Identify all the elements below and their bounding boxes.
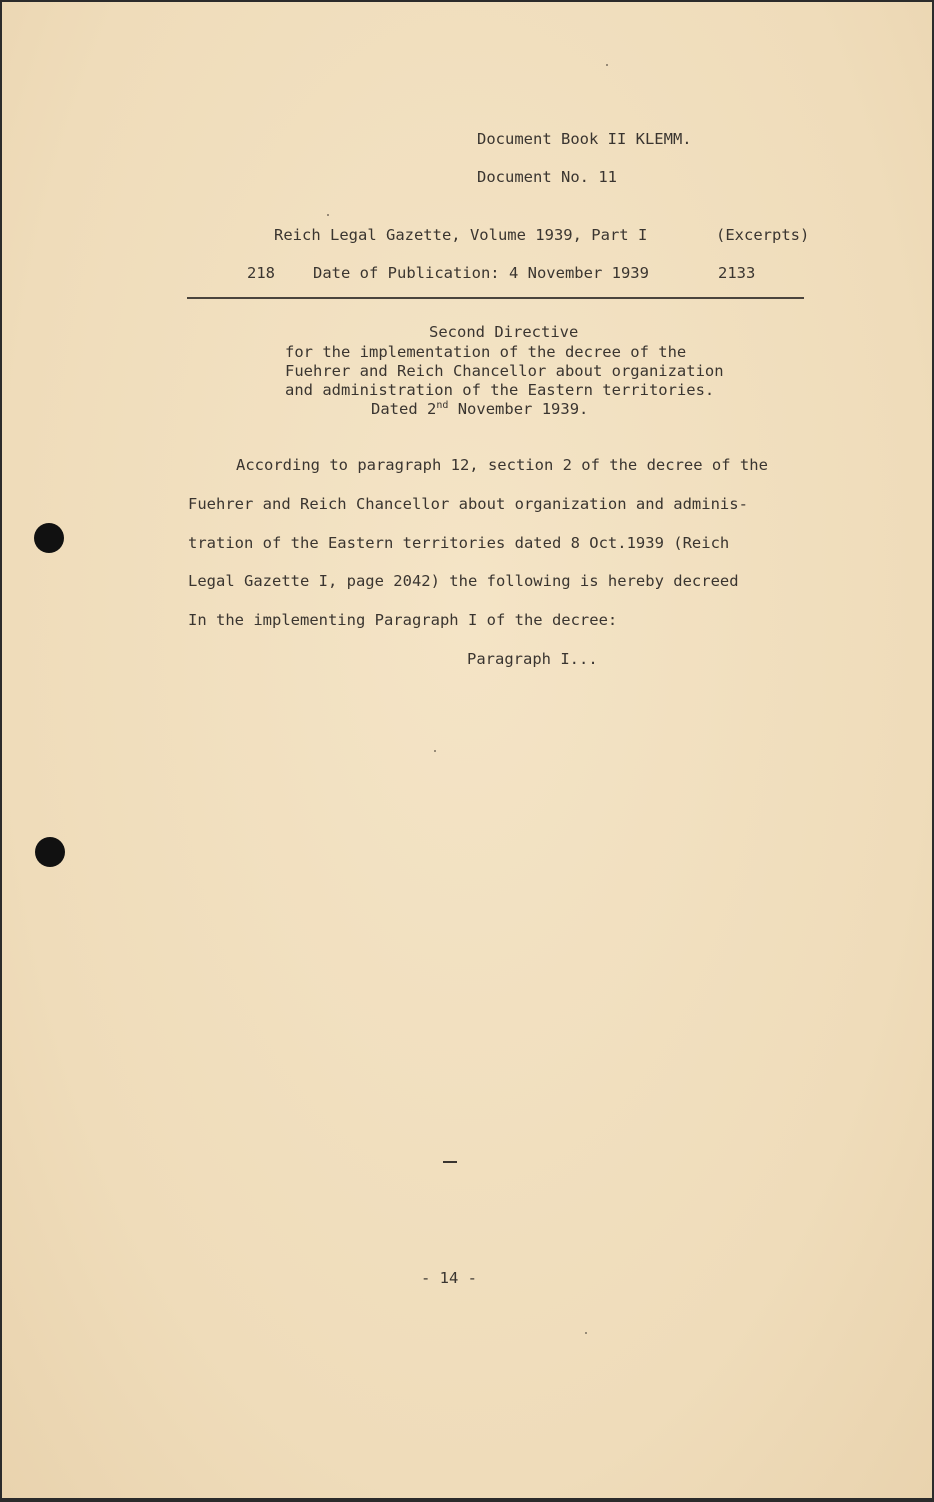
paper-speck (327, 214, 329, 216)
directive-line-3: Fuehrer and Reich Chancellor about organization (285, 362, 724, 380)
dated-superscript: nd (436, 400, 449, 411)
punch-hole-bottom (35, 837, 65, 867)
directive-line-2: for the implementation of the decree of the (285, 343, 687, 361)
body-line-3: tration of the Eastern territories dated 8 Oct.1939 (Reich (188, 534, 730, 552)
body-line-4: Legal Gazette I, page 2042) the following is hereby decreed (188, 572, 739, 590)
dated-prefix: Dated 2 (371, 400, 437, 419)
body-line-2: Fuehrer and Reich Chancellor about organization and adminis- (188, 495, 748, 513)
document-page (2, 2, 932, 1498)
page-number: - 14 - (421, 1269, 477, 1287)
body-line-5: In the implementing Paragraph I of the decree: (188, 611, 618, 629)
publication-date: Date of Publication: 4 November 1939 (313, 264, 649, 282)
paper-speck (585, 1332, 587, 1334)
body-line-1: According to paragraph 12, section 2 of the decree of the (236, 456, 768, 474)
gazette-left-number: 218 (247, 264, 275, 282)
dated-suffix: November 1939. (448, 400, 589, 419)
separator-dash (443, 1161, 457, 1163)
directive-title: Second Directive (429, 323, 579, 341)
directive-dated (371, 400, 588, 418)
horizontal-rule (187, 297, 804, 299)
gazette-right-number: 2133 (718, 264, 756, 282)
excerpts-label: (Excerpts) (716, 226, 810, 244)
document-book-label: Document Book II KLEMM. (477, 130, 692, 148)
paper-speck (434, 750, 436, 752)
paragraph-reference: Paragraph I... (467, 650, 598, 668)
directive-line-4: and administration of the Eastern territories. (285, 381, 715, 399)
gazette-title: Reich Legal Gazette, Volume 1939, Part I (274, 226, 648, 244)
paper-speck (606, 64, 608, 66)
punch-hole-top (34, 523, 64, 553)
document-number: Document No. 11 (477, 168, 617, 186)
